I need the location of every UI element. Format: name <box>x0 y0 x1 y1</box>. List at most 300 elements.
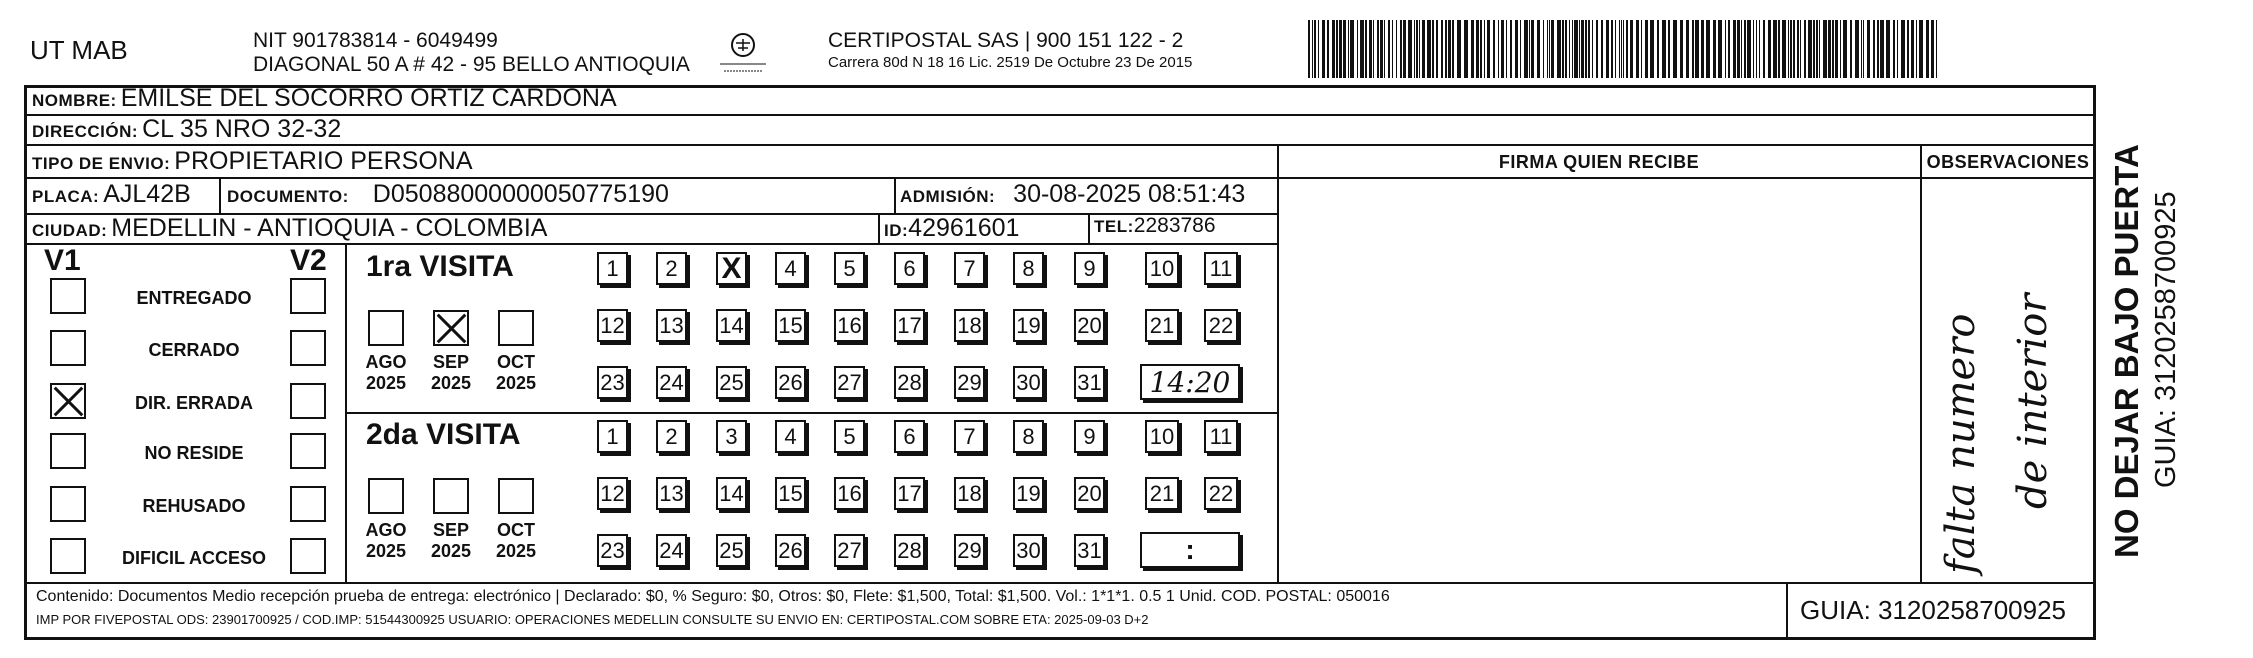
signature-area[interactable] <box>1280 179 1918 580</box>
barcode-bar <box>1357 20 1358 78</box>
admision-row <box>900 180 1245 209</box>
visit-time[interactable]: : <box>1140 532 1240 568</box>
barcode-bar <box>1551 20 1554 78</box>
barcode-bar <box>1380 20 1383 78</box>
status-v1-checkbox[interactable] <box>50 278 86 314</box>
nombre-value: EMILSE DEL SOCORRO ORTIZ CARDONA <box>120 84 617 112</box>
ciudad-row <box>32 214 547 243</box>
month-year: 2025 <box>430 373 472 393</box>
barcode-bar <box>1692 20 1694 78</box>
day-box[interactable]: 26 <box>775 366 806 399</box>
barcode-bar <box>1506 20 1507 78</box>
day-box[interactable]: 15 <box>775 309 806 342</box>
barcode-bar <box>1557 20 1561 78</box>
day-box[interactable]: 3 <box>716 420 747 453</box>
day-box[interactable]: 25 <box>716 534 747 567</box>
barcode-bar <box>1867 20 1870 78</box>
barcode-bar <box>1886 20 1890 78</box>
barcode-bar <box>1850 20 1852 78</box>
month-label <box>421 520 481 562</box>
status-label: DIR. ERRADA <box>134 393 253 413</box>
barcode-bar <box>1813 20 1815 78</box>
day-box[interactable]: 9 <box>1074 420 1105 453</box>
visit-time[interactable]: 14:20 <box>1140 364 1240 400</box>
barcode-bar <box>1480 20 1482 78</box>
barcode-bar <box>1445 20 1447 78</box>
barcode-bar <box>1332 20 1335 78</box>
status-v2-checkbox[interactable] <box>290 538 326 574</box>
day-box[interactable]: 24 <box>656 366 687 399</box>
barcode-bar <box>1562 20 1564 78</box>
barcode-bar <box>1907 20 1909 78</box>
day-box[interactable]: 7 <box>954 252 985 285</box>
barcode-bar <box>1668 20 1670 78</box>
barcode-bar <box>1339 20 1342 78</box>
month-label <box>356 520 416 562</box>
barcode-bar <box>1441 20 1443 78</box>
nit: NIT 901783814 - 6049499 <box>253 29 498 52</box>
month-checkbox[interactable] <box>368 478 404 514</box>
barcode-bar <box>1763 20 1765 78</box>
day-box[interactable]: 25 <box>716 366 747 399</box>
barcode-bar <box>1843 20 1847 78</box>
tel-row <box>1094 214 1216 238</box>
tipo-envio-row <box>32 147 473 176</box>
barcode-bar <box>1360 20 1364 78</box>
id-label: ID: <box>884 221 909 240</box>
barcode-bar <box>1596 20 1598 78</box>
day-box[interactable]: 9 <box>1074 252 1105 285</box>
day-box[interactable]: 24 <box>656 534 687 567</box>
barcode-bar <box>1861 20 1862 78</box>
barcode-bar <box>1662 20 1666 78</box>
barcode-icon <box>1308 20 1948 78</box>
barcode-bar <box>1645 20 1648 78</box>
barcode-bar <box>1916 20 1917 78</box>
nombre-row <box>32 84 617 113</box>
day-box[interactable]: 22 <box>1204 309 1238 342</box>
day-box[interactable]: 13 <box>656 477 687 510</box>
barcode-bar <box>1621 20 1622 78</box>
day-box[interactable]: 12 <box>597 309 628 342</box>
day-box[interactable]: 29 <box>954 534 985 567</box>
certipostal-license: Carrera 80d N 18 16 Lic. 2519 De Octubre 23 De 2015 <box>828 54 1193 71</box>
day-box[interactable]: 29 <box>954 366 985 399</box>
day-box[interactable]: 17 <box>894 477 925 510</box>
barcode-bar <box>1448 20 1451 78</box>
day-box[interactable]: 27 <box>834 366 865 399</box>
day-box[interactable]: 5 <box>834 420 865 453</box>
status-v1-checkbox[interactable] <box>50 383 86 419</box>
barcode-bar <box>1484 20 1485 78</box>
status-v1-checkbox[interactable] <box>50 330 86 366</box>
barcode-bar <box>1422 20 1425 78</box>
barcode-bar <box>1823 20 1827 78</box>
day-box[interactable]: 28 <box>894 366 925 399</box>
barcode-bar <box>1615 20 1616 78</box>
barcode-bar <box>1863 20 1864 78</box>
barcode-bar <box>1741 20 1742 78</box>
barcode-bar <box>1619 20 1620 78</box>
barcode-bar <box>1725 20 1726 78</box>
day-box[interactable]: 19 <box>1013 477 1044 510</box>
barcode-bar <box>1365 20 1367 78</box>
certipostal-logo-icon <box>714 30 772 76</box>
barcode-bar <box>1936 20 1937 78</box>
barcode-bar <box>1753 20 1754 78</box>
day-box[interactable]: 8 <box>1013 252 1044 285</box>
barcode-bar <box>1537 20 1540 78</box>
day-box[interactable]: 6 <box>894 420 925 453</box>
status-v1-checkbox[interactable] <box>50 433 86 469</box>
day-box[interactable]: 20 <box>1074 309 1105 342</box>
barcode-bar <box>1790 20 1792 78</box>
barcode-bar <box>1630 20 1633 78</box>
footer-content-line: Contenido: Documentos Medio recepción prueba de entrega: electrónico | Declarado: $0, % Seguro: $0, Otros: $0, Flete: $1,500, Total: $1,500. Vol.: 1*1*1. 0.5 1 Unid. COD. POSTAL: 050016 <box>36 588 1390 605</box>
month-checkbox[interactable] <box>433 478 469 514</box>
status-v2-checkbox[interactable] <box>290 486 326 522</box>
barcode-bar <box>1581 20 1584 78</box>
barcode-bar <box>1452 20 1454 78</box>
day-box[interactable]: 11 <box>1204 252 1238 285</box>
v1-header: V1 <box>44 244 81 277</box>
placa-label: PLACA: <box>32 187 100 206</box>
barcode-bar <box>1768 20 1771 78</box>
barcode-bar <box>1636 20 1639 78</box>
day-box[interactable]: 6 <box>894 252 925 285</box>
month-label <box>356 352 416 394</box>
barcode-bar <box>1327 20 1329 78</box>
barcode-bar <box>1650 20 1654 78</box>
barcode-bar <box>1322 20 1325 78</box>
company-name: UT MAB <box>30 35 128 65</box>
barcode-bar <box>1680 20 1683 78</box>
day-box[interactable]: 21 <box>1145 477 1179 510</box>
barcode-bar <box>1549 20 1550 78</box>
month-checkbox[interactable] <box>498 478 534 514</box>
barcode-bar <box>1931 20 1934 78</box>
observacion-line-1: falta numero <box>1938 313 1984 574</box>
day-box[interactable]: 16 <box>834 477 865 510</box>
day-box[interactable]: 22 <box>1204 477 1238 510</box>
day-box[interactable]: 1 <box>597 420 628 453</box>
barcode-bar <box>1400 20 1402 78</box>
barcode-bar <box>1788 20 1789 78</box>
status-label: REHUSADO <box>142 496 246 516</box>
barcode-bar <box>1388 20 1390 78</box>
day-box[interactable]: 10 <box>1145 420 1179 453</box>
day-box[interactable]: 27 <box>834 534 865 567</box>
tipo-envio-value: PROPIETARIO PERSONA <box>174 147 473 175</box>
v2-header: V2 <box>290 244 327 277</box>
ciudad-value: MEDELLIN - ANTIOQUIA - COLOMBIA <box>111 214 548 242</box>
day-box[interactable]: 20 <box>1074 477 1105 510</box>
visit-title: 1ra VISITA <box>366 250 514 283</box>
barcode-bar <box>1336 20 1338 78</box>
id-value: 42961601 <box>908 214 1020 242</box>
day-box[interactable]: 1 <box>597 252 628 285</box>
day-box[interactable]: 30 <box>1013 366 1044 399</box>
footer-guia: GUIA: 3120258700925 <box>1800 595 2066 625</box>
day-box[interactable]: 31 <box>1074 534 1105 567</box>
barcode-bar <box>1318 20 1319 78</box>
day-box[interactable]: 21 <box>1145 309 1179 342</box>
status-v2-checkbox[interactable] <box>290 330 326 366</box>
barcode-bar <box>1701 20 1704 78</box>
barcode-bar <box>1348 20 1349 78</box>
barcode-bar <box>1877 20 1879 78</box>
status-v2-checkbox[interactable] <box>290 433 326 469</box>
barcode-bar <box>1427 20 1431 78</box>
day-box[interactable]: 19 <box>1013 309 1044 342</box>
month-year: 2025 <box>365 541 407 561</box>
barcode-bar <box>1403 20 1406 78</box>
barcode-bar <box>1392 20 1393 78</box>
admision-label: ADMISIÓN: <box>900 187 996 206</box>
barcode-bar <box>1408 20 1412 78</box>
day-box[interactable]: 13 <box>656 309 687 342</box>
tel-label: TEL: <box>1094 217 1134 236</box>
barcode-bar <box>1464 20 1468 78</box>
month-checkbox[interactable] <box>498 310 534 346</box>
day-box[interactable]: 26 <box>775 534 806 567</box>
barcode-bar <box>1919 20 1923 78</box>
barcode-bar <box>1828 20 1831 78</box>
barcode-bar <box>1611 20 1613 78</box>
observaciones-header: OBSERVACIONES <box>1926 152 2090 172</box>
status-v2-checkbox[interactable] <box>290 278 326 314</box>
barcode-bar <box>1641 20 1642 78</box>
barcode-bar <box>1457 20 1461 78</box>
status-label: DIFICIL ACCESO <box>121 548 266 568</box>
barcode-bar <box>1369 20 1372 78</box>
footer-imp-line: IMP POR FIVEPOSTAL ODS: 23901700925 / COD.IMP: 51544300925 USUARIO: OPERACIONES MEDELLIN CONSULTE SU ENVIO EN: CERTIPOSTAL.COM SOBRE ETA: 2025-09-03 D+2 <box>36 612 1149 627</box>
month-year: 2025 <box>430 541 472 561</box>
day-box[interactable]: 14 <box>716 309 747 342</box>
observacion-line-2: de interior <box>2010 293 2056 509</box>
barcode-bar <box>1744 20 1746 78</box>
barcode-bar <box>1384 20 1385 78</box>
barcode-bar <box>1565 20 1567 78</box>
month-name: SEP <box>432 352 470 372</box>
day-box[interactable]: X <box>716 252 747 285</box>
barcode-bar <box>1835 20 1838 78</box>
month-checkbox[interactable] <box>368 310 404 346</box>
barcode-bar <box>1416 20 1418 78</box>
day-box[interactable]: 18 <box>954 477 985 510</box>
barcode-bar <box>1574 20 1578 78</box>
status-v1-checkbox[interactable] <box>50 538 86 574</box>
ciudad-label: CIUDAD: <box>32 221 108 240</box>
barcode-bar <box>1377 20 1379 78</box>
day-box[interactable]: 17 <box>894 309 925 342</box>
status-label: NO RESIDE <box>144 443 244 463</box>
barcode-bar <box>1436 20 1438 78</box>
month-year: 2025 <box>365 373 407 393</box>
barcode-bar <box>1673 20 1677 78</box>
barcode-bar <box>1572 20 1573 78</box>
barcode-bar <box>1396 20 1397 78</box>
barcode-bar <box>1686 20 1689 78</box>
direccion-value: CL 35 NRO 32-32 <box>142 115 342 143</box>
side-guia: GUIA: 3120258700925 <box>2150 191 2182 488</box>
documento-value: D05088000000050775190 <box>372 180 669 208</box>
month-name: AGO <box>365 520 407 540</box>
barcode-bar <box>1501 20 1504 78</box>
barcode-bar <box>1756 20 1757 78</box>
barcode-bar <box>1840 20 1841 78</box>
barcode-bar <box>1515 20 1518 78</box>
day-box[interactable]: 2 <box>656 252 687 285</box>
certipostal-info: CERTIPOSTAL SAS | 900 151 122 - 2 <box>828 29 1184 52</box>
month-name: AGO <box>365 352 407 372</box>
barcode-bar <box>1314 20 1316 78</box>
barcode-bar <box>1579 20 1580 78</box>
barcode-bar <box>1816 20 1818 78</box>
status-v1-checkbox[interactable] <box>50 486 86 522</box>
month-name: OCT <box>497 352 535 372</box>
barcode-bar <box>1695 20 1699 78</box>
month-name: SEP <box>432 520 470 540</box>
day-box[interactable]: 14 <box>716 477 747 510</box>
barcode-bar <box>1543 20 1544 78</box>
barcode-bar <box>1901 20 1905 78</box>
month-year: 2025 <box>495 541 537 561</box>
day-box[interactable]: 5 <box>834 252 865 285</box>
barcode-bar <box>1782 20 1786 78</box>
barcode-bar <box>1471 20 1474 78</box>
barcode-bar <box>1623 20 1624 78</box>
barcode-bar <box>1897 20 1898 78</box>
barcode-bar <box>1800 20 1801 78</box>
day-box[interactable]: 4 <box>775 420 806 453</box>
barcode-bar <box>1592 20 1593 78</box>
status-v2-checkbox[interactable] <box>290 383 326 419</box>
day-box[interactable]: 23 <box>597 366 628 399</box>
barcode-bar <box>1657 20 1659 78</box>
firma-header: FIRMA QUIEN RECIBE <box>1498 152 1700 172</box>
barcode-bar <box>1626 20 1628 78</box>
status-label: ENTREGADO <box>136 288 252 308</box>
day-box[interactable]: 8 <box>1013 420 1044 453</box>
barcode-bar <box>1520 20 1521 78</box>
barcode-bar <box>1487 20 1490 78</box>
barcode-bar <box>1498 20 1499 78</box>
direccion-label: DIRECCIÓN: <box>32 122 139 141</box>
barcode-bar <box>1606 20 1609 78</box>
barcode-bar <box>1547 20 1548 78</box>
barcode-bar <box>1308 20 1310 78</box>
barcode-bar <box>1588 20 1590 78</box>
tipo-envio-label: TIPO DE ENVIO: <box>32 154 171 173</box>
barcode-bar <box>1797 20 1799 78</box>
documento-label: DOCUMENTO: <box>227 187 349 206</box>
barcode-bar <box>1808 20 1812 78</box>
day-box[interactable]: 4 <box>775 252 806 285</box>
barcode-bar <box>1531 20 1534 78</box>
barcode-bar <box>1350 20 1354 78</box>
barcode-bar <box>1737 20 1740 78</box>
barcode-bar <box>1419 20 1420 78</box>
tel-value: 2283786 <box>1133 214 1216 237</box>
documento-row <box>227 180 669 209</box>
month-name: OCT <box>497 520 535 540</box>
barcode-bar <box>1804 20 1806 78</box>
day-box[interactable]: 18 <box>954 309 985 342</box>
barcode-bar <box>1585 20 1587 78</box>
nombre-label: NOMBRE: <box>32 91 117 110</box>
barcode-bar <box>1569 20 1570 78</box>
barcode-bar <box>1880 20 1884 78</box>
barcode-bar <box>1524 20 1528 78</box>
barcode-bar <box>1793 20 1795 78</box>
day-box[interactable]: 12 <box>597 477 628 510</box>
day-box[interactable]: 16 <box>834 309 865 342</box>
barcode-bar <box>1529 20 1530 78</box>
placa-row <box>32 180 191 209</box>
day-box[interactable]: 7 <box>954 420 985 453</box>
status-label: CERRADO <box>148 340 240 360</box>
barcode-bar <box>1773 20 1777 78</box>
barcode-bar <box>1733 20 1736 78</box>
day-box[interactable]: 11 <box>1204 420 1238 453</box>
barcode-bar <box>1759 20 1760 78</box>
month-checkbox[interactable] <box>433 310 469 346</box>
no-dejar-warning: NO DEJAR BAJO PUERTA <box>2108 144 2145 558</box>
day-box[interactable]: 28 <box>894 534 925 567</box>
sender-address: DIAGONAL 50 A # 42 - 95 BELLO ANTIOQUIA <box>253 53 690 76</box>
barcode-bar <box>1706 20 1710 78</box>
barcode-bar <box>1718 20 1722 78</box>
barcode-bar <box>1819 20 1820 78</box>
barcode-bar <box>1312 20 1313 78</box>
day-box[interactable]: 31 <box>1074 366 1105 399</box>
barcode-bar <box>1855 20 1859 78</box>
barcode-bar <box>1728 20 1730 78</box>
barcode-bar <box>1373 20 1374 78</box>
month-label <box>421 352 481 394</box>
day-box[interactable]: 10 <box>1145 252 1179 285</box>
barcode-bar <box>1747 20 1751 78</box>
barcode-bar <box>1510 20 1512 78</box>
month-label <box>486 520 546 562</box>
day-box[interactable]: 30 <box>1013 534 1044 567</box>
direccion-row <box>32 115 341 144</box>
day-box[interactable]: 23 <box>597 534 628 567</box>
admision-value: 30-08-2025 08:51:43 <box>1013 180 1246 208</box>
barcode-bar <box>1926 20 1929 78</box>
month-year: 2025 <box>495 373 537 393</box>
month-label <box>486 352 546 394</box>
barcode-bar <box>1476 20 1479 78</box>
barcode-bar <box>1893 20 1895 78</box>
barcode-bar <box>1414 20 1415 78</box>
barcode-bar <box>1873 20 1875 78</box>
barcode-bar <box>1343 20 1346 78</box>
day-box[interactable]: 15 <box>775 477 806 510</box>
id-row <box>884 214 1019 243</box>
barcode-bar <box>1832 20 1834 78</box>
visit-title: 2da VISITA <box>366 418 521 451</box>
barcode-bar <box>1601 20 1603 78</box>
barcode-bar <box>1493 20 1495 78</box>
barcode-bar <box>1911 20 1914 78</box>
day-box[interactable]: 2 <box>656 420 687 453</box>
barcode-bar <box>1432 20 1434 78</box>
placa-value: AJL42B <box>103 180 191 208</box>
barcode-bar <box>1778 20 1780 78</box>
observaciones-area[interactable] <box>1924 179 2092 580</box>
